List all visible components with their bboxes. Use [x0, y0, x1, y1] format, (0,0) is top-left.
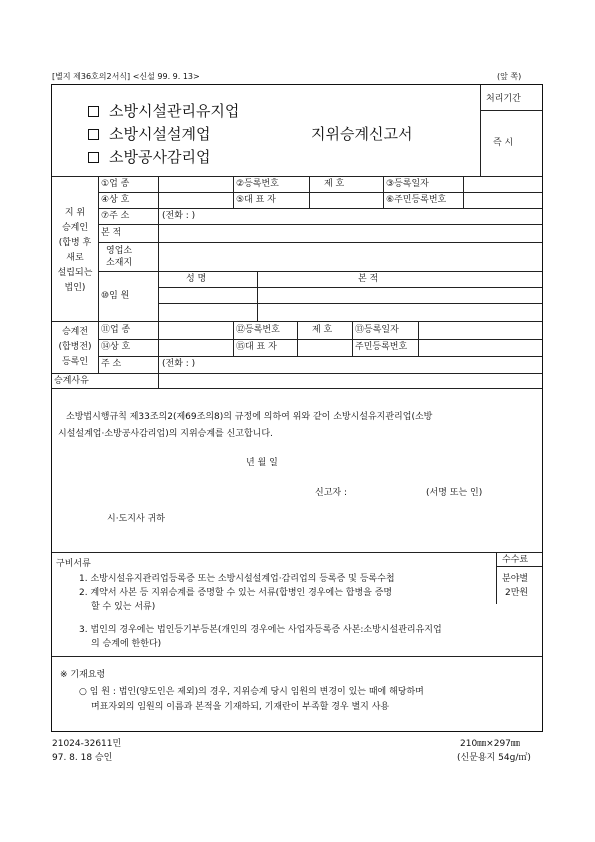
footer-paper-size: 210㎜×297㎜ — [460, 739, 520, 749]
successor-domicile-label: 본 적 — [101, 228, 122, 238]
successor-reg-date-label: ③등록일자 — [386, 179, 429, 189]
document-item-2-cont: 할 수 있는 서류) — [91, 602, 156, 612]
signature-label: (서명 또는 인) — [426, 488, 483, 498]
form-title: 지위승계신고서 — [311, 125, 413, 143]
successor-trade-name-label: ④상 호 — [101, 195, 130, 205]
checkbox-maintenance[interactable] — [88, 106, 99, 117]
predecessor-reg-date-label: ⑬등록일자 — [355, 325, 399, 335]
predecessor-representative-label: ⑮대 표 자 — [236, 342, 277, 352]
instructions-line-2: 며표자외의 임원의 이름과 본적을 기재하되, 기재란이 부족할 경우 별지 사용 — [91, 702, 390, 712]
predecessor-phone-label: (전화 : ) — [162, 359, 196, 369]
declaration-line-2: 시설설계업·소방공사감리업)의 지위승계를 신고합니다. — [58, 429, 273, 439]
instructions-label: ※ 기재요령 — [60, 670, 106, 680]
officers-name-column: 성 명 — [186, 274, 207, 284]
successor-reg-no-label: ②등록번호 — [236, 179, 279, 189]
predecessor-resident-no-label: 주민등록번호 — [355, 342, 408, 352]
predecessor-address-label: 주 소 — [101, 359, 122, 369]
successor-office-label-2: 소재지 — [106, 258, 133, 268]
predecessor-trade-name-label: ⑭상 호 — [101, 342, 131, 352]
successor-reg-no-value: 제 호 — [324, 179, 345, 189]
successor-phone-label: (전화 : ) — [162, 211, 196, 221]
option-supervision: 소방공사감리업 — [109, 148, 211, 166]
declaration-line-1: 소방법시행규칙 제33조의2(제69조의8)의 규정에 의하여 위와 같이 소방시설유지관리업(소방 — [66, 412, 433, 422]
officers-domicile-column: 본 적 — [358, 274, 379, 284]
predecessor-section-label: 승계전 (합병전) 등록인 — [58, 327, 92, 367]
predecessor-industry-label: ⑪업 종 — [101, 325, 131, 335]
fee-label: 수수료 — [502, 555, 529, 565]
fee-value-1: 분야별 — [502, 574, 529, 584]
processing-period-value: 즉 시 — [493, 138, 514, 148]
document-item-3-cont: 의 승계에 한한다) — [91, 639, 162, 649]
successor-office-label-1: 영업소 — [106, 246, 133, 256]
predecessor-reg-no-value: 제 호 — [312, 325, 333, 335]
successor-section-label: 지 위 승계인 (합병 후 새로 설립되는 법인) — [57, 208, 93, 293]
footer-code: 21024-32611민 — [52, 739, 122, 749]
form-number: [별지 제36호의2서식] <신설 99. 9. 13> — [52, 72, 200, 81]
checkbox-design[interactable] — [88, 129, 99, 140]
page-side-label: (앞 쪽) — [497, 72, 522, 81]
fee-value-2: 2만원 — [505, 588, 529, 598]
footer-paper-type: (신문용지 54g/㎡) — [457, 753, 531, 763]
applicant-label: 신고자 : — [315, 488, 347, 498]
document-item-3: 3. 법인의 경우에는 법인등기부등본(개인의 경우에는 사업자등록증 사본:소방시설관리유지업 — [79, 625, 442, 635]
declaration-date: 년 월 일 — [246, 458, 278, 468]
document-item-1: 1. 소방시설유지관리업등록증 또는 소방시설설계업·감리업의 등록증 및 등록수첩 — [79, 574, 395, 584]
succession-reason-label: 승계사유 — [54, 376, 89, 386]
successor-representative-label: ⑤대 표 자 — [236, 195, 276, 205]
checkbox-supervision[interactable] — [88, 152, 99, 163]
footer-approval: 97. 8. 18 승인 — [52, 753, 113, 763]
document-item-2: 2. 계약서 사본 등 지위승계를 증명할 수 있는 서류(합병인 경우에는 합병을 증명 — [79, 588, 393, 598]
addressee: 시·도지사 귀하 — [107, 514, 165, 524]
documents-label: 구비서류 — [56, 559, 91, 569]
predecessor-reg-no-label: ⑫등록번호 — [236, 325, 280, 335]
option-maintenance: 소방시설관리유지업 — [109, 102, 240, 120]
successor-address-label: ⑦주 소 — [101, 211, 130, 221]
processing-period-label: 처리기간 — [486, 94, 521, 104]
successor-industry-label: ①업 종 — [101, 179, 130, 189]
instructions-line-1: ○ 임 원 : 법인(양도인은 제외)의 경우, 지위승계 당시 임원의 변경이 있는 때에 해당하며 — [79, 687, 424, 697]
successor-officers-label: ⑩임 원 — [101, 291, 130, 301]
option-design: 소방시설설계업 — [109, 125, 211, 143]
successor-resident-no-label: ⑥주민등록번호 — [386, 195, 447, 205]
